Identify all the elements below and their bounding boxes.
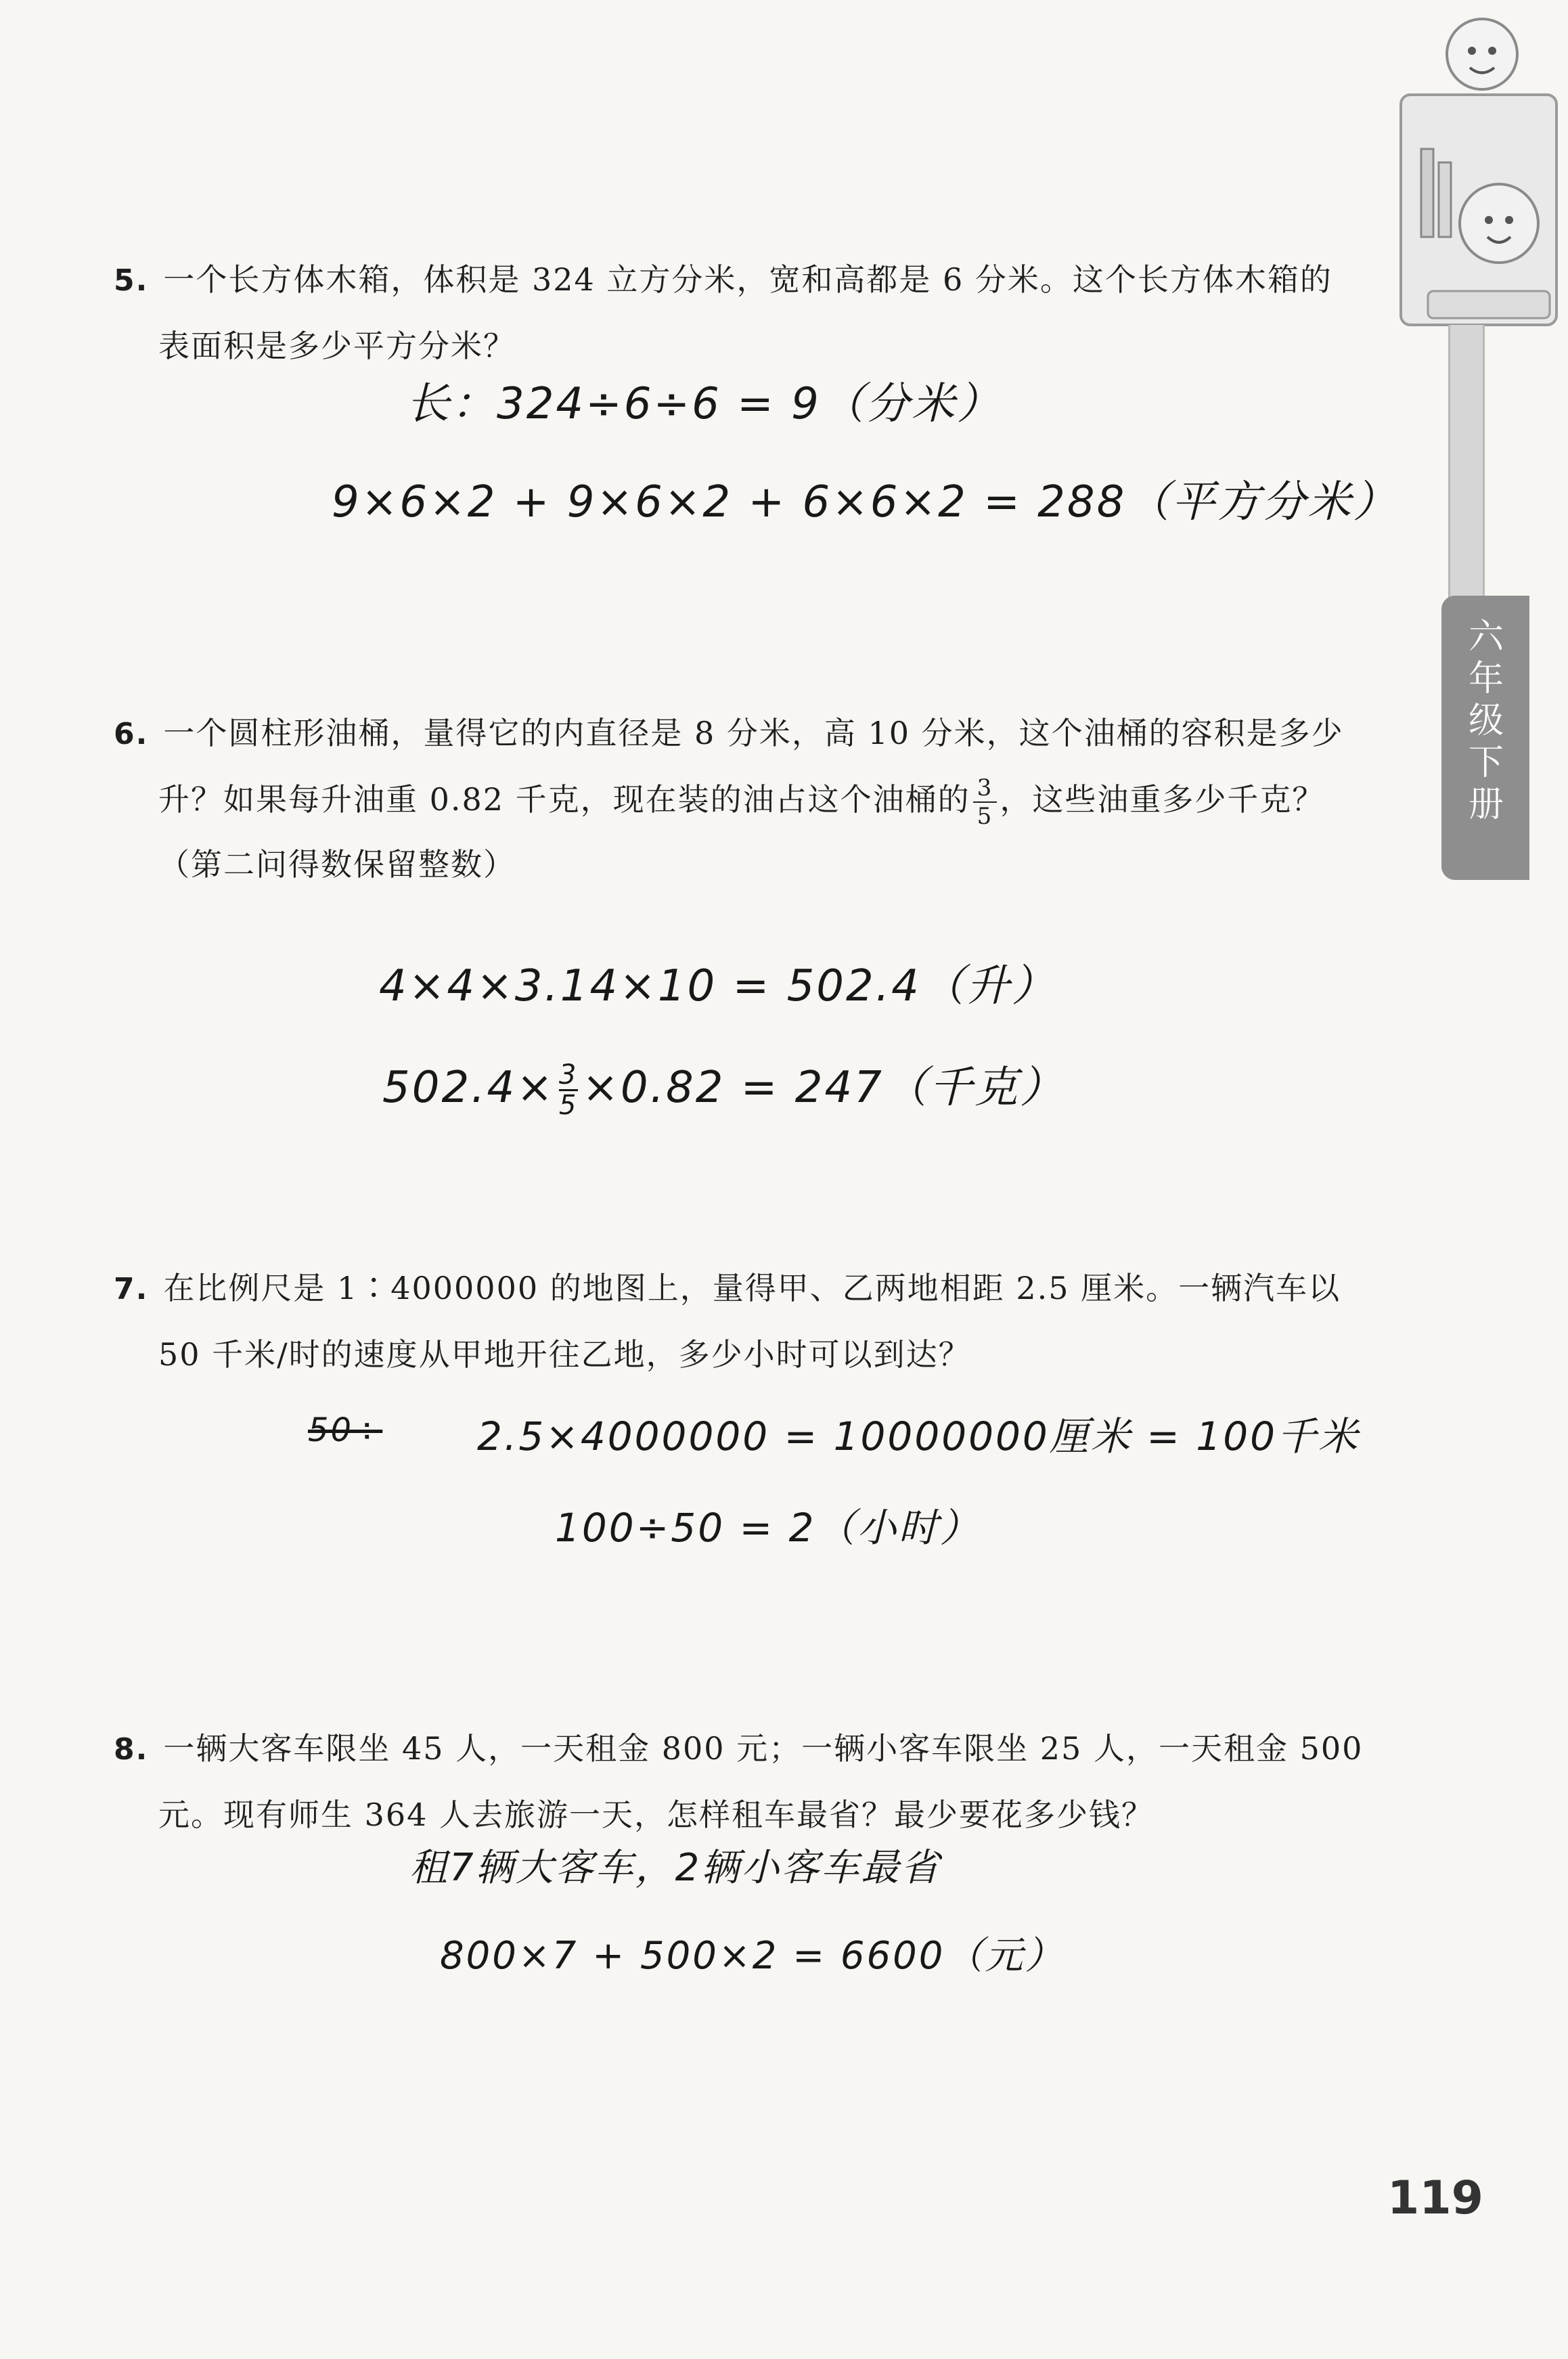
question-text: 一辆大客车限坐 45 人，一天租金 800 元；一辆小客车限坐 25 人，一天租金 500 (163, 1730, 1364, 1767)
question-line (114, 767, 1403, 832)
page-number: 119 (1387, 2171, 1483, 2225)
question-text: 在比例尺是 1∶4000000 的地图上，量得甲、乙两地相距 2.5 厘米。一辆汽车以 (163, 1270, 1341, 1306)
question-line (114, 701, 1403, 767)
handwritten-answer: 800×7 + 500×2 = 6600（元） (440, 1934, 1065, 1978)
question-text: 升？如果每升油重 0.82 千克，现在装的油占这个油桶的 (158, 781, 970, 818)
handwritten-answer: 租7辆大客车，2辆小客车最省 (409, 1846, 941, 1890)
question-number: 5. (114, 263, 149, 298)
question-number: 6. (114, 717, 149, 751)
handwritten-answer: 502.4× (382, 1063, 555, 1113)
fraction-numerator: 3 (558, 1059, 579, 1090)
question-number: 7. (114, 1272, 149, 1306)
crossed-out-work: 50÷ (308, 1411, 383, 1449)
handwritten-answer: 2.5×4000000 = 10000000厘米 = 100千米 (477, 1413, 1360, 1459)
question-line (114, 247, 1403, 313)
question-line (114, 1716, 1403, 1782)
handwritten-answer: ×0.82 = 247（千克） (582, 1063, 1065, 1113)
question-number: 8. (114, 1732, 149, 1767)
fraction (973, 774, 998, 830)
signpost (1448, 325, 1485, 609)
question-line (114, 1256, 1403, 1322)
handwritten-answer: 长：324÷6÷6 = 9（分米） (406, 379, 1002, 429)
problem-6 (114, 701, 1403, 897)
question-text: 表面积是多少平方分米？ (158, 328, 516, 364)
question-text: ，这些油重多少千克？ (1000, 781, 1325, 818)
cartoon-illustration (1381, 0, 1568, 379)
fraction-denominator: 5 (977, 803, 993, 830)
handwritten-answer: 4×4×3.14×10 = 502.4（升） (379, 961, 1057, 1011)
question-text: 50 千米/时的速度从甲地开往乙地，多少小时可以到达？ (158, 1336, 971, 1373)
problem-5 (114, 247, 1403, 378)
fraction-numerator: 3 (973, 774, 998, 803)
question-text: 一个长方体木箱，体积是 324 立方分米，宽和高都是 6 分米。这个长方体木箱的 (163, 261, 1332, 298)
side-tab-label: 六年级下册 (1468, 617, 1504, 825)
question-text: 元。现有师生 364 人去旅游一天，怎样租车最省？最少要花多少钱？ (158, 1796, 1155, 1833)
question-note: （第二问得数保留整数） (158, 846, 516, 883)
question-text: 一个圆柱形油桶，量得它的内直径是 8 分米，高 10 分米，这个油桶的容积是多少 (163, 715, 1344, 751)
handwritten-answer: 9×6×2 + 9×6×2 + 6×6×2 = 288（平方分米） (332, 477, 1399, 527)
handwritten-answer: 100÷50 = 2（小时） (555, 1505, 981, 1551)
problem-8 (114, 1716, 1403, 1847)
handwritten-fraction (559, 1061, 578, 1120)
handwritten-answer-line (382, 1053, 1065, 1120)
problem-7 (114, 1256, 1403, 1387)
fraction-denominator: 5 (558, 1089, 579, 1121)
